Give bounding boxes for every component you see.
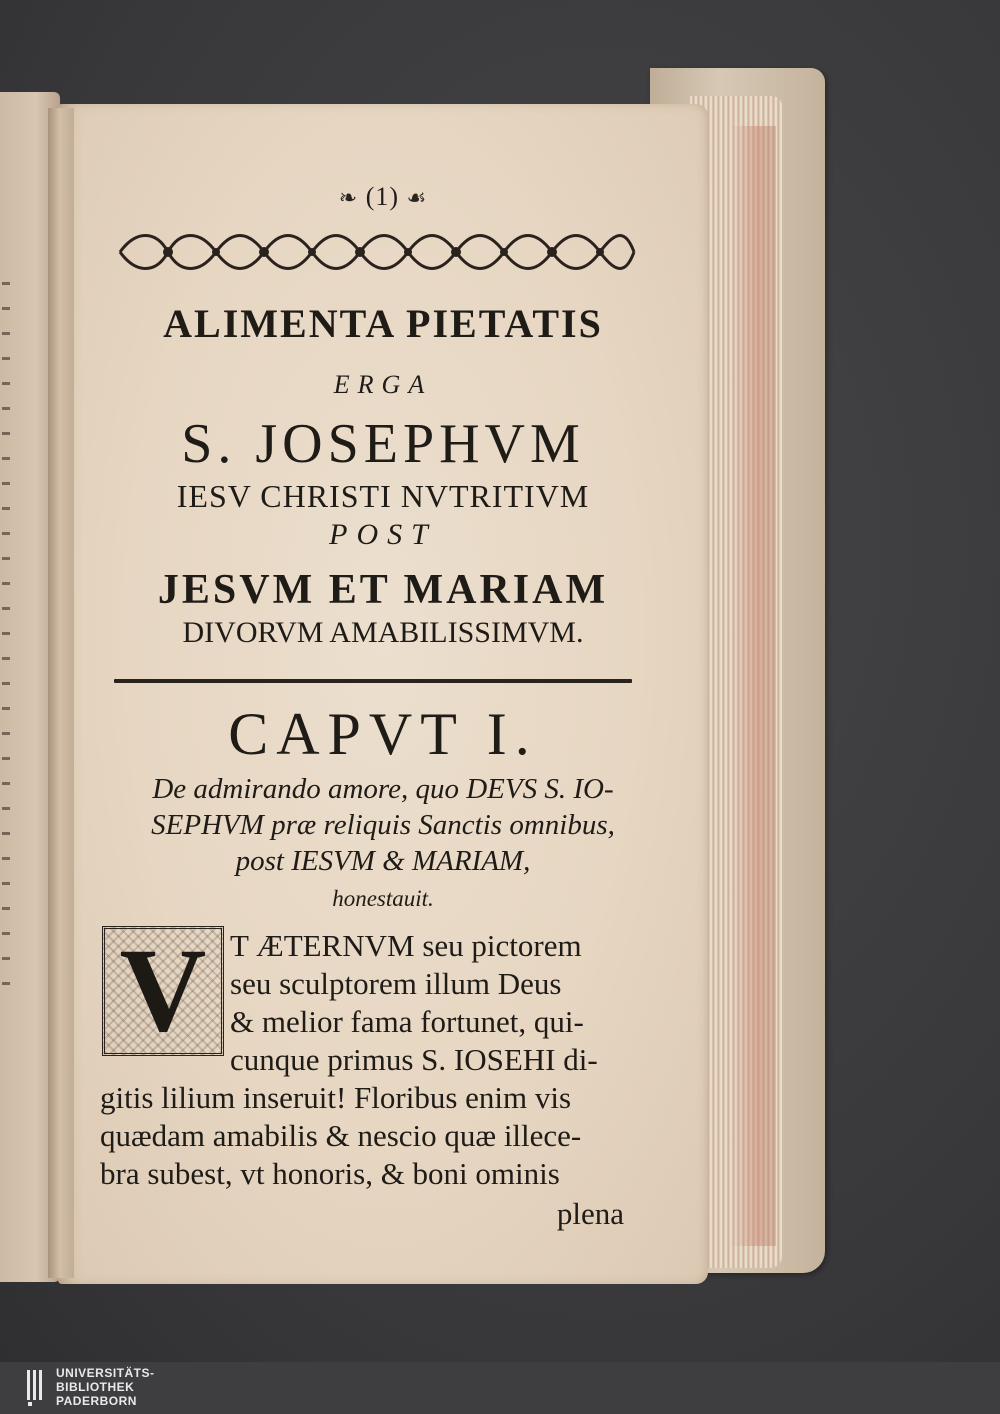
catchword: plena	[556, 1196, 624, 1231]
title-line: S. JOSEPHVM	[181, 413, 585, 475]
title-line: POST	[329, 518, 437, 551]
page-number: ❧ (1) ☙	[338, 182, 428, 211]
chapter-summary-line: post IESVM & MARIAM,	[235, 845, 531, 877]
ornament-left-icon: ❧	[338, 185, 359, 210]
library-logo-icon	[26, 1368, 48, 1408]
body-text-line: & melior fama fortunet, qui-	[230, 1004, 584, 1039]
chapter-heading: CAPVT I.	[228, 701, 538, 767]
left-page-text-edge	[2, 282, 12, 1007]
body-text-line: quædam amabilis & nescio quæ illece-	[100, 1118, 582, 1153]
page-content	[58, 104, 708, 1284]
title-line: ERGA	[333, 370, 433, 399]
chapter-summary-line: De admirando amore, quo DEVS S. IO-	[152, 773, 614, 805]
library-logo-text: UNIVERSITÄTS- BIBLIOTHEK PADERBORN	[56, 1366, 155, 1408]
chapter-summary-line: honestauit.	[332, 886, 434, 911]
title-line: ALIMENTA PIETATIS	[163, 301, 603, 346]
ornament-right-icon: ☙	[406, 185, 428, 210]
head-ornament-band	[116, 230, 638, 274]
chapter-summary-line: SEPHVM præ reliquis Sanctis omnibus,	[151, 809, 615, 841]
divider-rule	[114, 679, 632, 683]
title-line: DIVORVM AMABILISSIMVM.	[182, 616, 584, 649]
body-text-line: T ÆTERNVM seu pictorem	[230, 928, 582, 963]
title-line: IESV CHRISTI NVTRITIVM	[176, 478, 590, 514]
body-text-line: seu sculptorem illum Deus	[230, 966, 562, 1001]
body-text-line: cunque primus S. IOSEHI di-	[230, 1042, 598, 1077]
body-text-line: bra subest, vt honoris, & boni ominis	[100, 1156, 560, 1191]
body-text-line: gitis lilium inseruit! Floribus enim vis	[100, 1080, 572, 1115]
decorated-initial: V	[102, 926, 224, 1056]
title-line: JESVM ET MARIAM	[157, 567, 609, 613]
